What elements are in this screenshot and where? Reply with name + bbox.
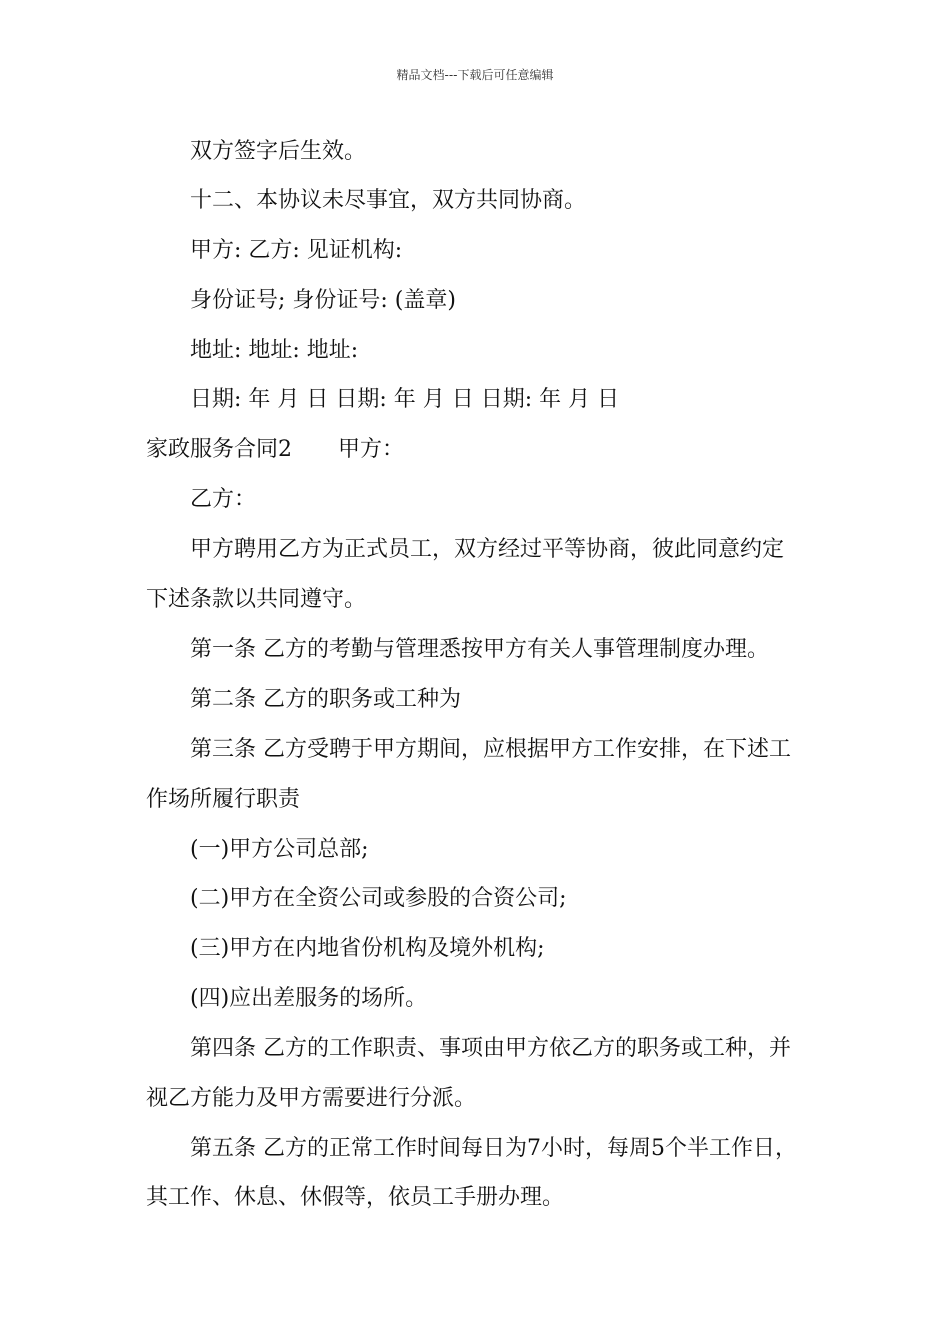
article-3: 第三条 乙方受聘于甲方期间，应根据甲方工作安排，在下述工 (190, 737, 791, 762)
contract-title-line (146, 436, 404, 464)
item-1: (一)甲方公司总部; (190, 837, 369, 862)
item-3: (三)甲方在内地省份机构及境外机构; (190, 936, 545, 961)
contract-title: 家政服务合同2 (146, 437, 292, 462)
party-a-label: 甲方： (338, 437, 405, 462)
article-5: 第五条 乙方的正常工作时间每日为7小时，每周5个半工作日， (190, 1136, 797, 1161)
text-line-2: 十二、本协议未尽事宜，双方共同协商。 (190, 188, 587, 213)
article-4-cont: 视乙方能力及甲方需要进行分派。 (146, 1086, 477, 1111)
article-2: 第二条 乙方的职务或工种为 (190, 687, 461, 712)
text-line-4: 身份证号; 身份证号: (盖章) (190, 288, 456, 313)
page-header: 精品文档---下载后可任意编辑 (396, 68, 554, 82)
item-4: (四)应出差服务的场所。 (190, 986, 428, 1011)
item-2: (二)甲方在全资公司或参股的合资公司; (190, 886, 567, 911)
text-line-5: 地址: 地址: 地址: (190, 338, 359, 363)
article-1: 第一条 乙方的考勤与管理悉按甲方有关人事管理制度办理。 (190, 637, 769, 662)
text-line-6: 日期: 年 月 日 日期: 年 月 日 日期: 年 月 日 (190, 387, 620, 412)
text-line-1: 双方签字后生效。 (190, 139, 367, 164)
article-3-cont: 作场所履行职责 (146, 787, 301, 812)
text-line-3: 甲方: 乙方: 见证机构: (190, 238, 403, 263)
text-line-10: 下述条款以共同遵守。 (146, 587, 367, 612)
article-5-cont: 其工作、休息、休假等，依员工手册办理。 (146, 1185, 565, 1210)
text-line-9: 甲方聘用乙方为正式员工，双方经过平等协商，彼此同意约定 (190, 537, 785, 562)
article-4: 第四条 乙方的工作职责、事项由甲方依乙方的职务或工种，并 (190, 1036, 791, 1061)
party-b-label: 乙方： (190, 487, 257, 512)
